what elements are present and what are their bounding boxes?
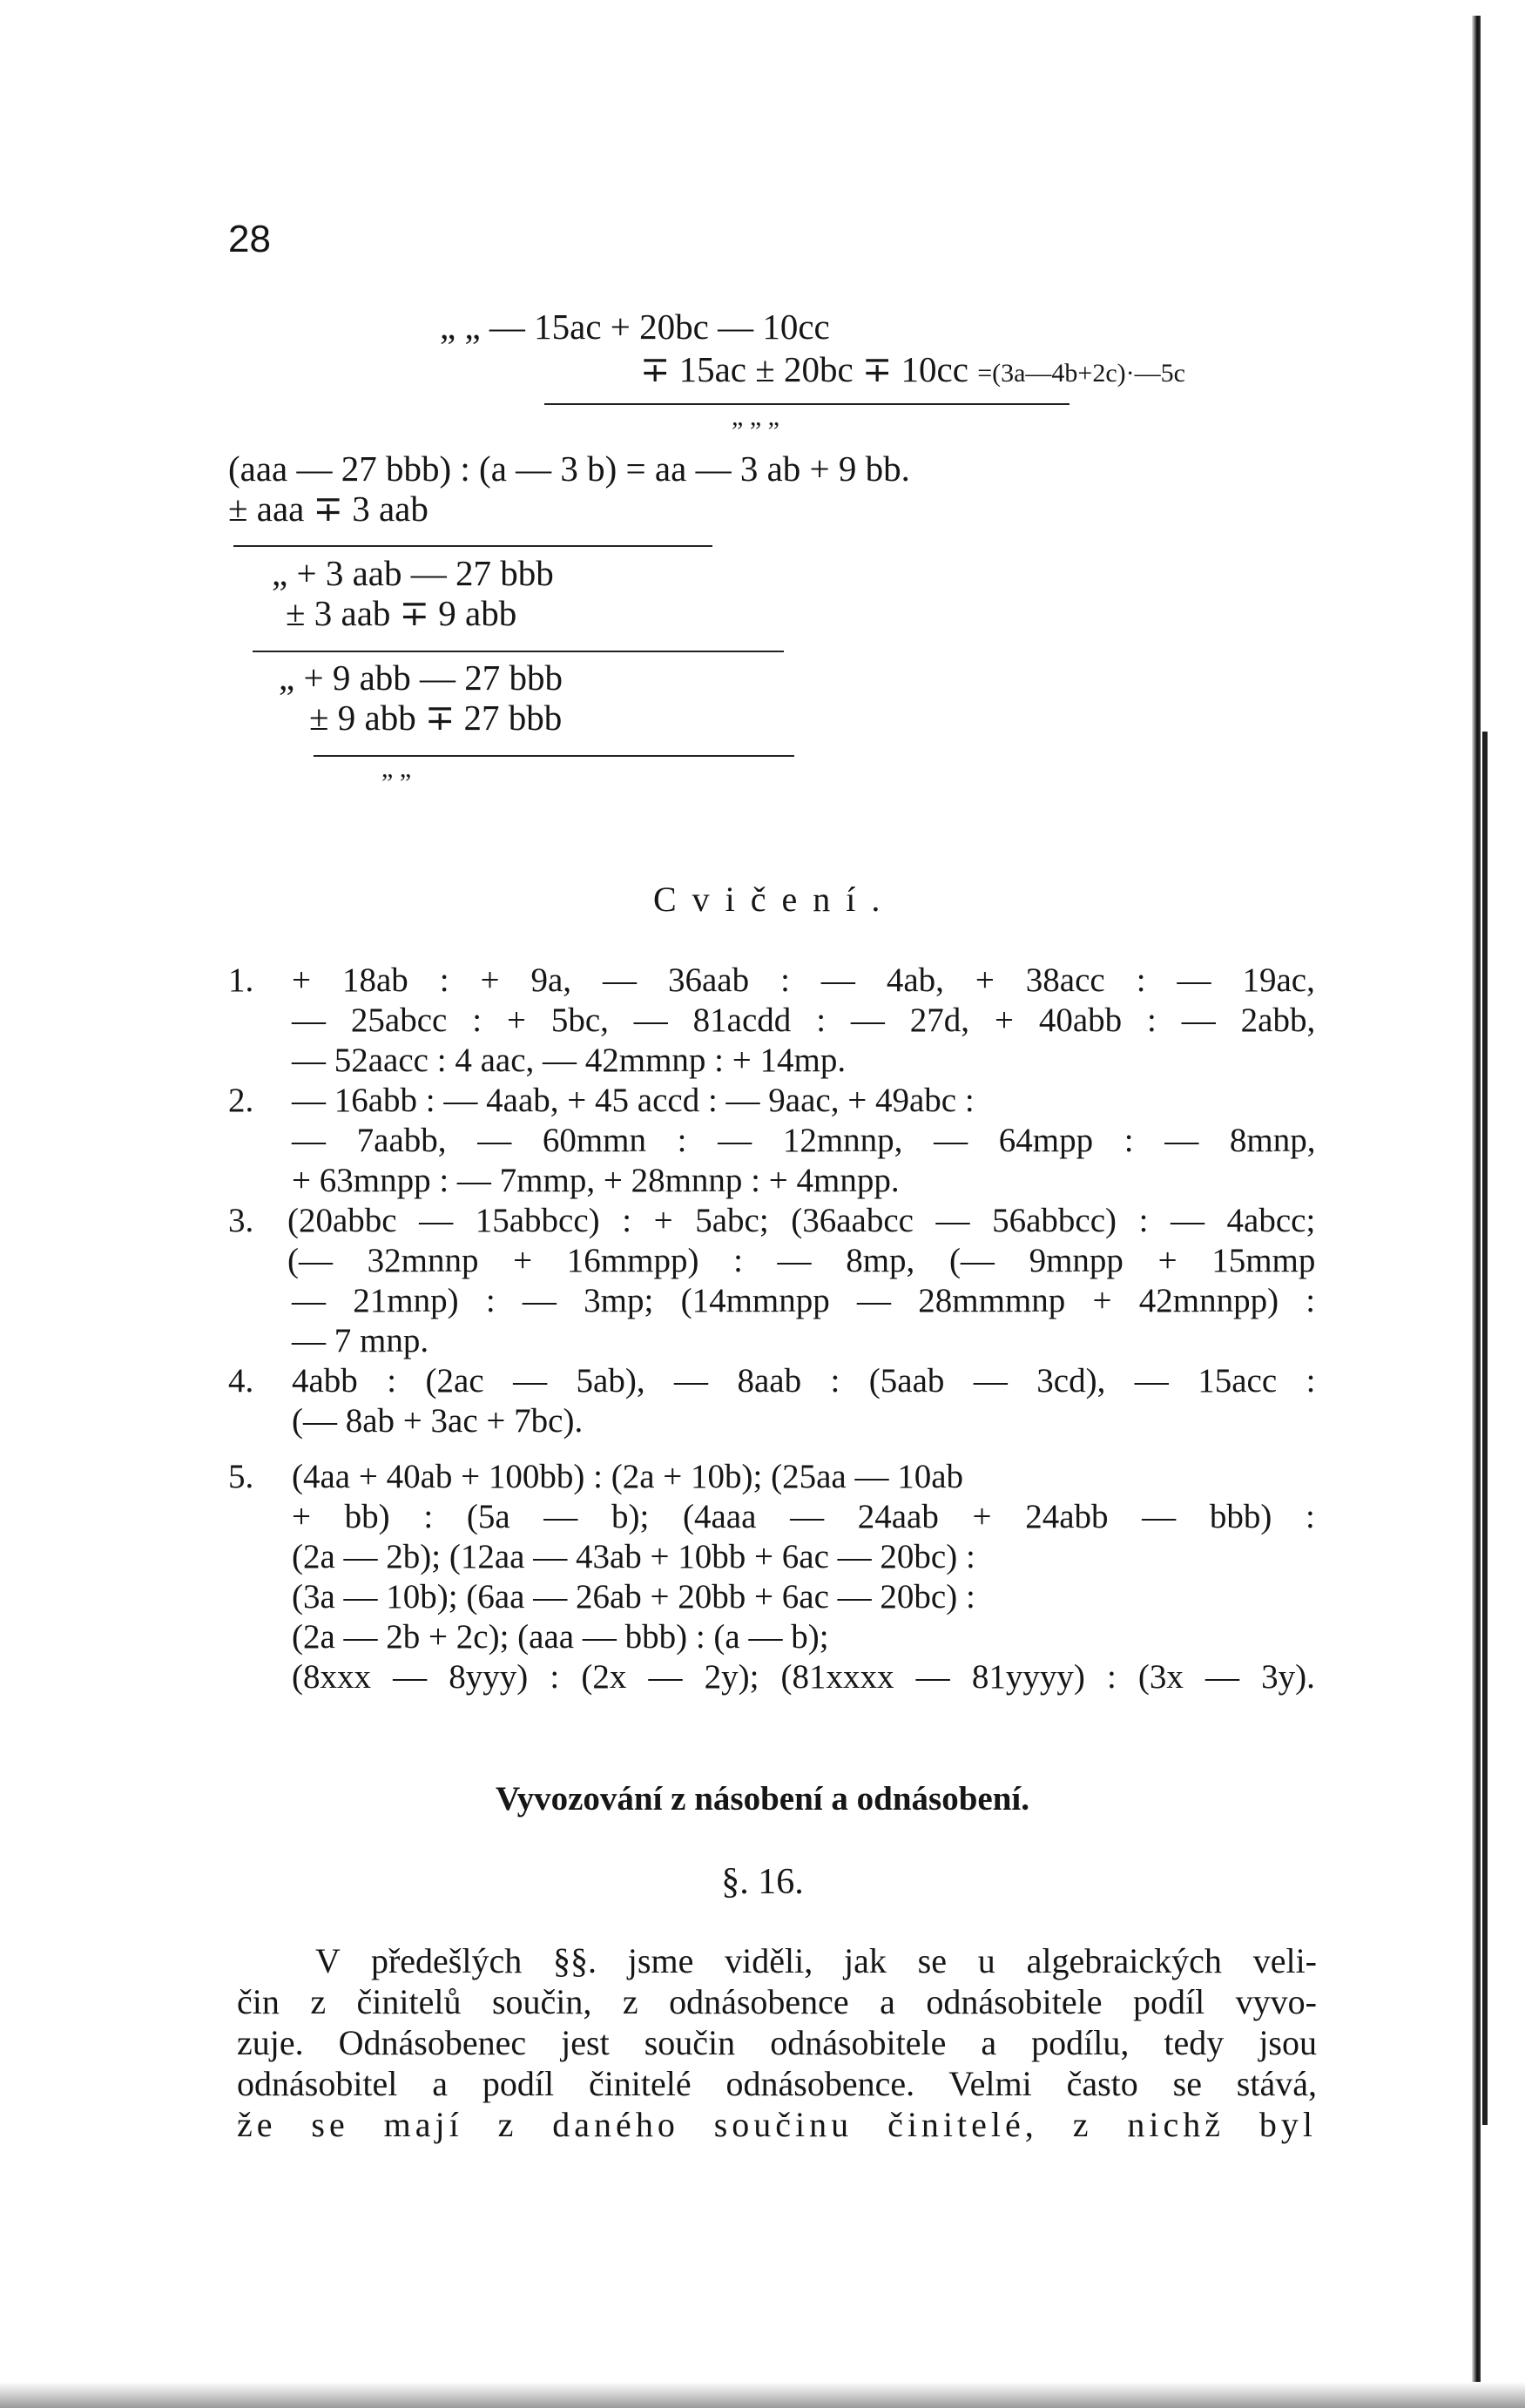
div1-rule [544,403,1070,405]
exercise-line: + bb) : (5a — b); (4aaa — 24aab + 24abb — bbb) : [292,1498,1315,1535]
exercise-line: — 7aabb, — 60mmn : — 12mnnp, — 64mpp : — 8mnp, [292,1122,1316,1159]
exercise-line: — 7 mnp. [292,1322,429,1359]
exercise-number: 1. [228,961,254,999]
div2-row-4: ± 3 aab ∓ 9 abb [286,593,517,633]
body-paragraph [237,1940,1317,2145]
exercise-line: + 18ab : + 9a, — 36aab : — 4ab, + 38acc : — 19ac, [292,961,1315,999]
div2-row-6: ± 9 abb ∓ 27 bbb [309,698,563,738]
exercise-line: (2a — 2b + 2c); (aaa — bbb) : (a — b); [292,1618,829,1656]
exercise-number: 2. [228,1082,254,1119]
exercise-line: — 21mnp) : — 3mp; (14mmnpp — 28mmmnp + 42mnnpp) : [292,1282,1316,1319]
exercise-line: 4abb : (2ac — 5ab), — 8aab : (5aab — 3cd), — 15acc : [292,1362,1316,1400]
exercise-line: (4aa + 40ab + 100bb) : (2a + 10b); (25aa — 10ab [292,1458,964,1495]
div2-row-7: „ „ [381,754,412,783]
exercise-line: + 63mnpp : — 7mmp, + 28mnnp : + 4mnpp. [292,1162,900,1199]
div1-row-2-result: =(3a—4b+2c)·—5c [977,359,1185,388]
paragraph-line: V předešlých §§. jsme viděli, jak se u algebraických veli- [315,1941,1317,1980]
exercise-number: 3. [228,1202,254,1239]
section-heading: Vyvozování z násobení a odnásobení. [496,1780,1029,1818]
div2-rule-2 [253,651,784,652]
div2-row-2: ± aaa ∓ 3 aab [228,489,428,529]
div1-row-2-terms: ∓ 15ac ± 20bc ∓ 10cc [640,349,968,389]
paragraph-line: že se mají z daného součinu činitelé, z nichž byl [237,2105,1317,2144]
div1-row-1: „ „ — 15ac + 20bc — 10cc [440,307,830,347]
exercise-line: (2a — 2b); (12aa — 43ab + 10bb + 6ac — 20bc) : [292,1538,975,1575]
div2-rule-1 [233,545,712,547]
exercise-number: 5. [228,1458,254,1495]
exercise-line: (20abbc — 15abbcc) : + 5abc; (36aabcc — 56abbcc) : — 4abcc; [287,1202,1316,1239]
exercise-line: (— 32mnnp + 16mmpp) : — 8mp, (— 9mnpp + 15mmp [287,1242,1316,1279]
exercise-line: (— 8ab + 3ac + 7bc). [292,1402,584,1440]
div1-row-2 [640,349,1185,389]
page-number: 28 [228,218,271,260]
exercises-title: Cvičení. [653,880,896,919]
page-bottom-shadow [0,2382,1525,2408]
exercise-line: (8xxx — 8yyy) : (2x — 2y); (81xxxx — 81yyyy) : (3x — 3y). [292,1658,1315,1696]
exercise-line: — 25abcc : + 5bc, — 81acdd : — 27d, + 40abb : — 2abb, [292,1002,1316,1039]
exercise-line: — 52aacc : 4 aac, — 42mmnp : + 14mp. [292,1042,847,1079]
exercise-line: (3a — 10b); (6aa — 26ab + 20bb + 6ac — 20bc) : [292,1578,975,1615]
page-edge-shadow [1472,16,1481,2384]
paragraph-line: čin z činitelů součin, z odnásobence a odnásobitele podíl vyvo- [237,1982,1317,2021]
div2-row-1: (aaa — 27 bbb) : (a — 3 b) = aa — 3 ab + 9 bb. [228,449,910,489]
section-number: §. 16. [721,1862,804,1902]
exercise-line: — 16abb : — 4aab, + 45 accd : — 9aac, + 49abc : [292,1082,975,1119]
page-edge-shadow-inner [1482,732,1488,2125]
paragraph-line: zuje. Odnásobenec jest součin odnásobitele a podílu, tedy jsou [237,2023,1317,2062]
div1-row-3: „ „ „ [732,402,779,431]
div2-row-5: „ + 9 abb — 27 bbb [279,658,563,698]
div2-row-3: „ + 3 aab — 27 bbb [272,553,554,593]
paragraph-line: odnásobitel a podíl činitelé odnásobence. Velmi často se stává, [237,2064,1317,2103]
exercise-number: 4. [228,1362,254,1400]
